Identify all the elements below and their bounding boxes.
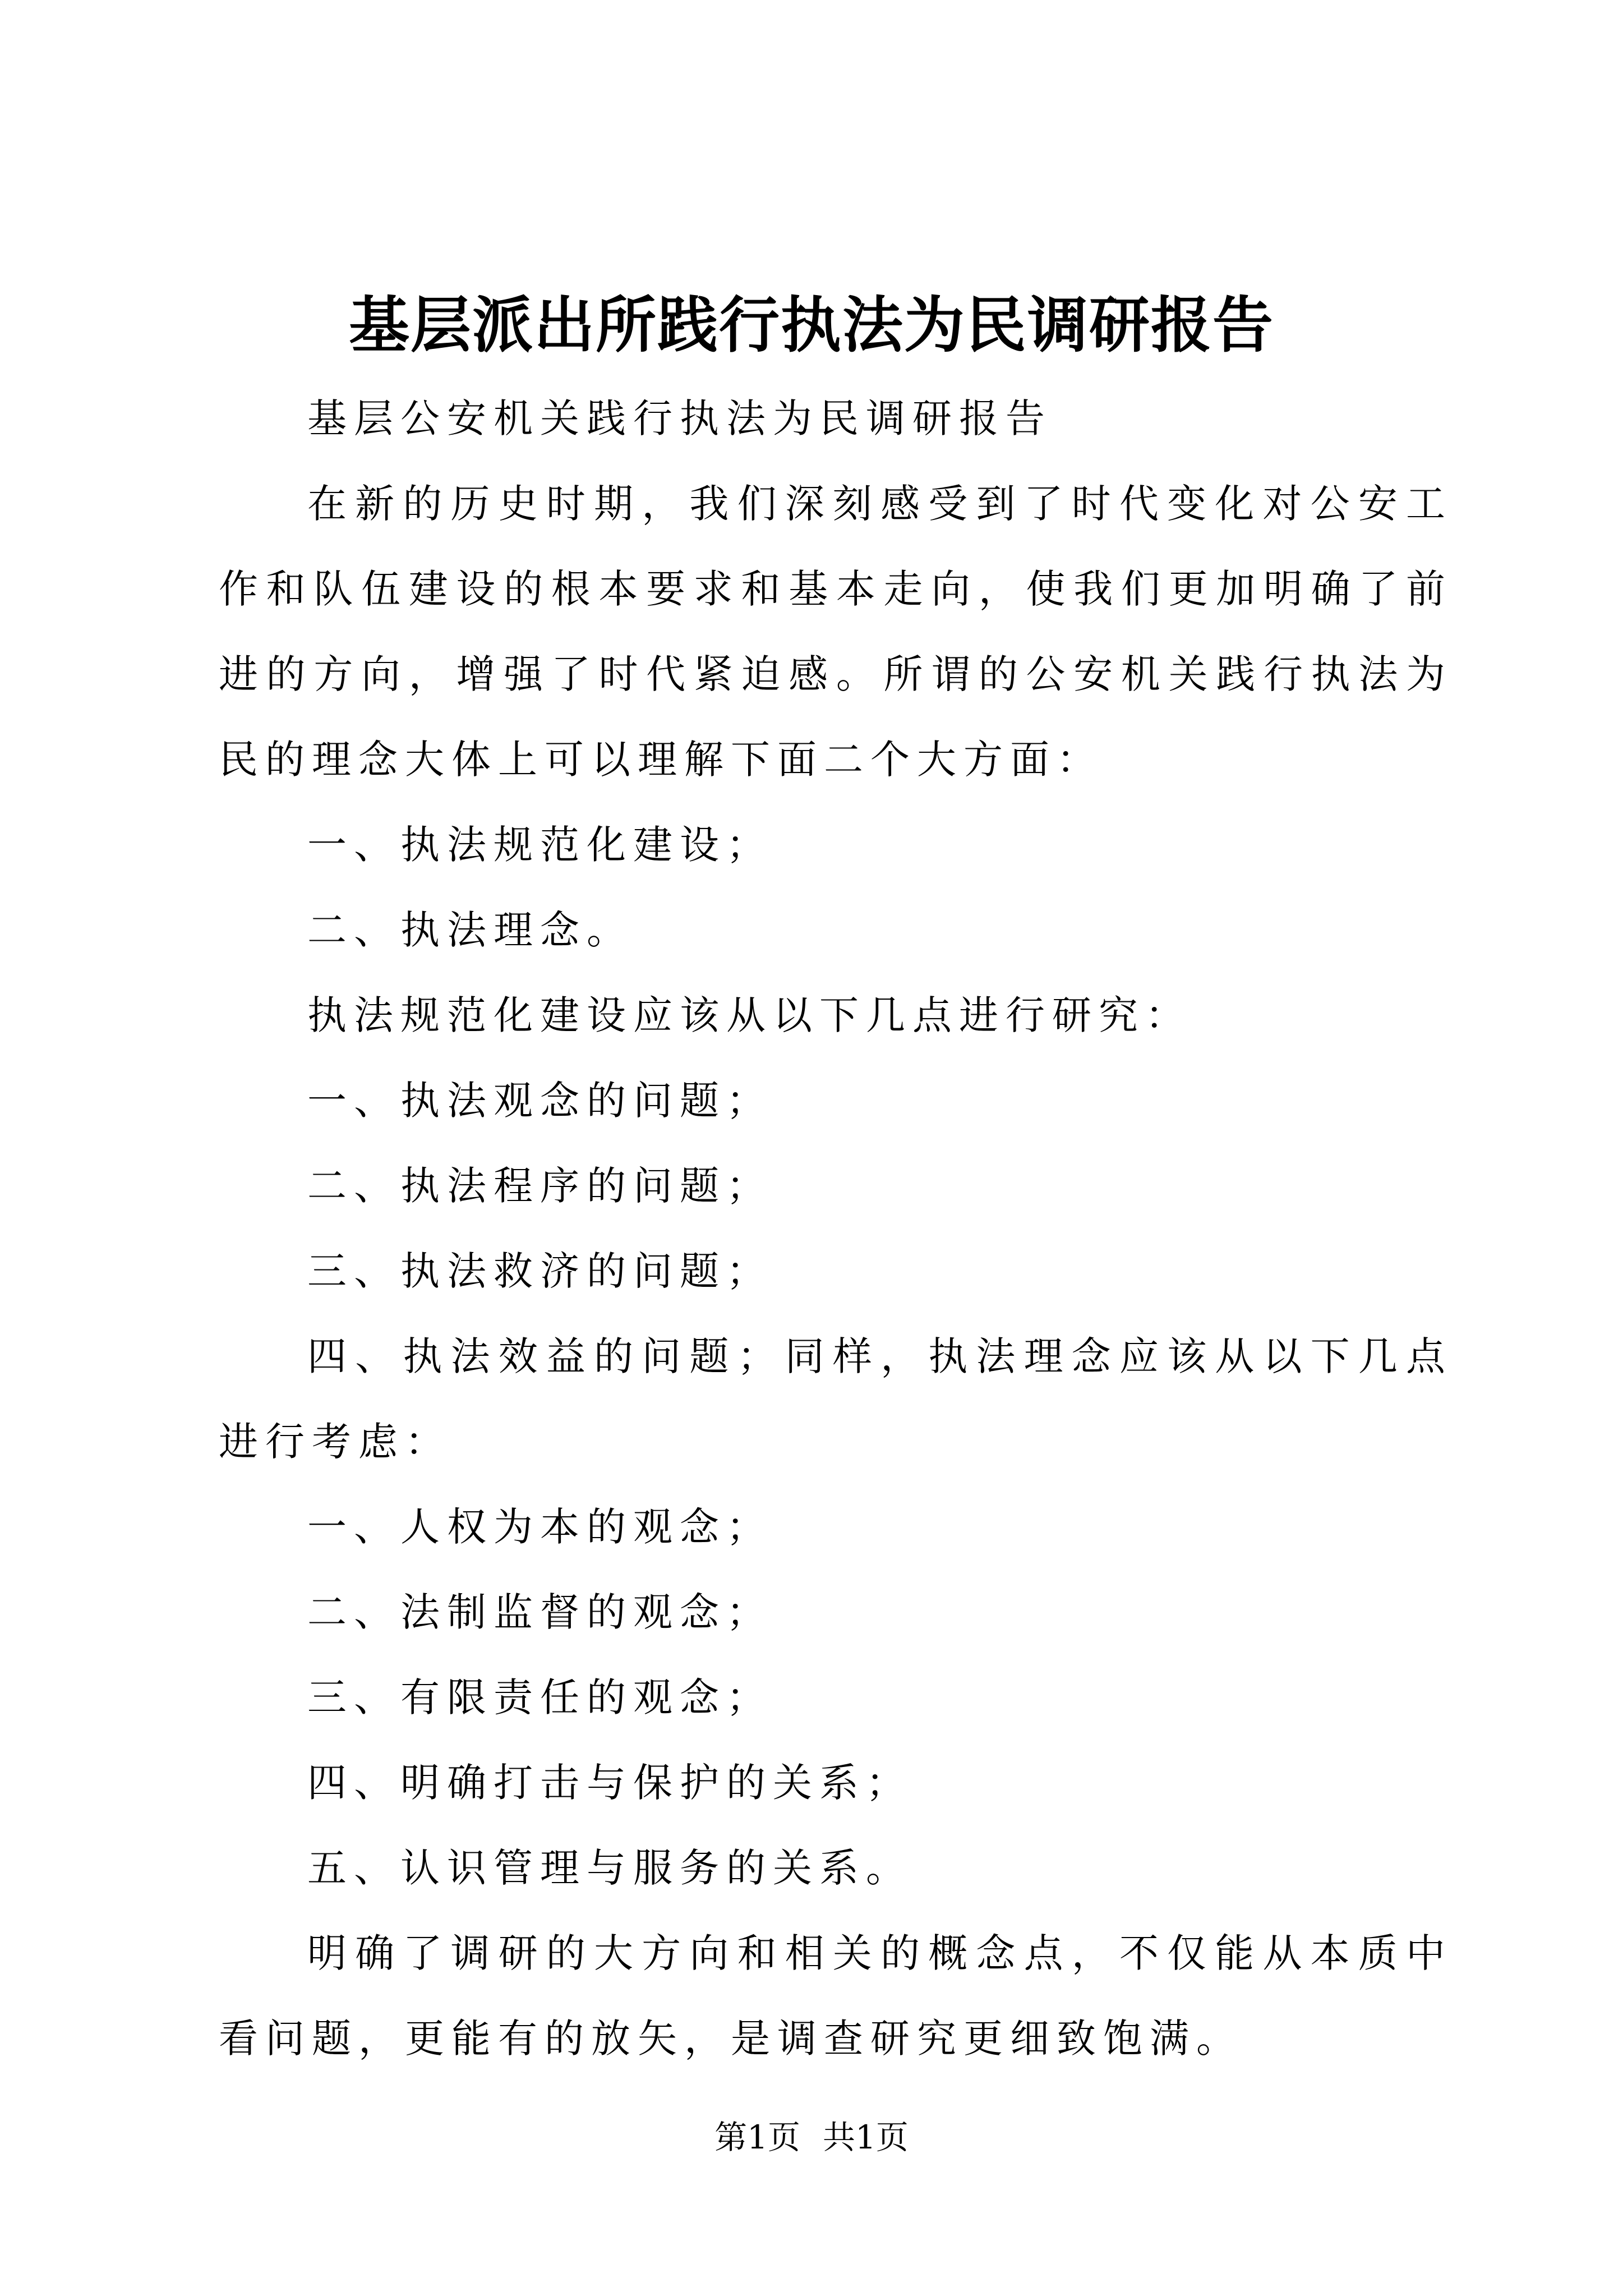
list-item: 一、人权为本的观念； (307, 1504, 773, 1550)
page-footer (0, 2115, 1623, 2160)
list-item: 五、认识管理与服务的关系。 (307, 1845, 912, 1891)
page-number-total: 共1页 (823, 2118, 909, 2156)
list-item: 二、法制监督的观念； (307, 1589, 773, 1635)
intro-paragraph: 在新的历史时期，我们深刻感受到了时代变化对公安工作和队伍建设的根本要求和基本走向，使我们更加明确了前进的方向，增强了时代紧迫感。所谓的公安机关践行执法为民的理念大体上可以理解下面二个大方面： (219, 481, 1453, 783)
list-item: 一、执法观念的问题； (307, 1078, 773, 1124)
list-item: 四、明确打击与保护的关系； (307, 1760, 912, 1806)
conclusion-paragraph: 明确了调研的大方向和相关的概念点，不仅能从本质中看问题，更能有的放矢，是调查研究更细致饱满。 (219, 1930, 1453, 2062)
subtitle-paragraph: 基层公安机关践行执法为民调研报告 (307, 395, 1052, 441)
section-lead-paragraph: 执法规范化建设应该从以下几点进行研究： (307, 992, 1192, 1038)
list-item: 四、执法效益的问题；同样，执法理念应该从以下几点进行考虑： (219, 1333, 1453, 1465)
list-item: 三、有限责任的观念； (307, 1674, 773, 1720)
list-item: 二、执法程序的问题； (307, 1163, 773, 1209)
list-item: 一、执法规范化建设； (307, 822, 773, 868)
list-item: 二、执法理念。 (307, 907, 633, 953)
list-item: 三、执法救济的问题； (307, 1248, 773, 1294)
document-title: 基层派出所践行执法为民调研报告 (348, 290, 1274, 361)
page-number-current: 第1页 (714, 2118, 800, 2156)
document-body (219, 376, 1453, 2081)
